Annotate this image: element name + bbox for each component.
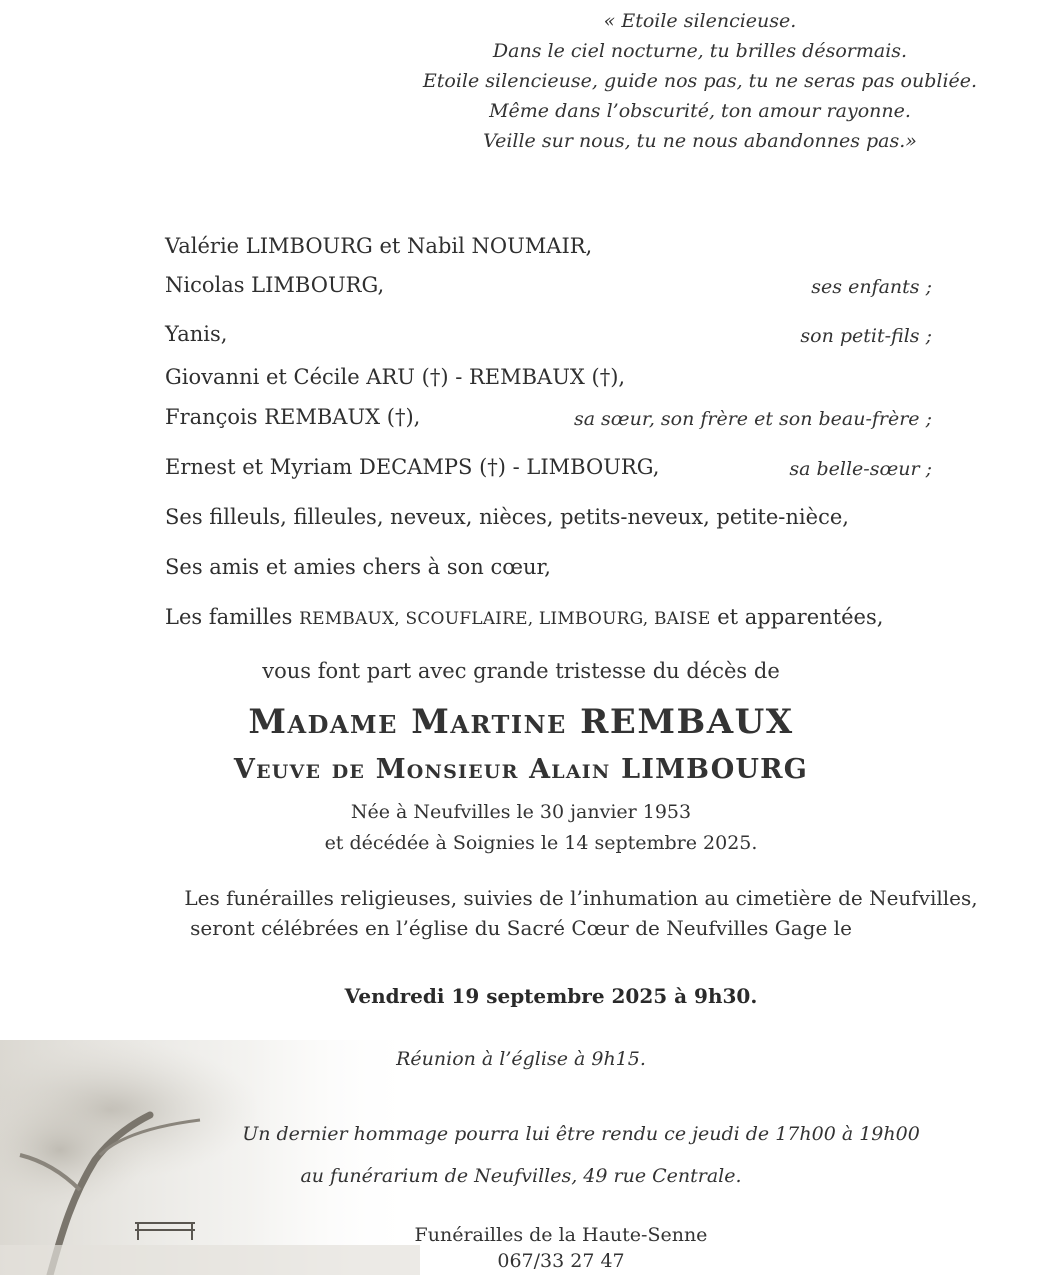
announcement-intro: vous font part avec grande tristesse du décès de: [262, 659, 780, 683]
family-siblings-2: François REMBAUX (†),: [165, 405, 421, 429]
poem-line: Etoile silencieuse, guide nos pas, tu ne seras pas oubliée.: [422, 70, 978, 92]
tribute-line-2: au funérarium de Neufvilles, 49 rue Centrale.: [300, 1165, 742, 1187]
family-godchildren: Ses filleuls, filleules, neveux, nièces, petits-neveux, petite-nièce,: [165, 505, 849, 529]
poem-line: Dans le ciel nocturne, tu brilles désormais.: [492, 40, 908, 62]
death-info: et décédée à Soignies le 14 septembre 2025.: [324, 832, 758, 854]
families-names: REMBAUX, SCOUFLAIRE, LIMBOURG, BAISE: [299, 609, 711, 629]
birth-info: Née à Neufvilles le 30 janvier 1953: [350, 801, 692, 823]
funeral-line-2: seront célébrées en l’église du Sacré Cœur de Neufvilles Gage le: [190, 916, 852, 940]
funeral-home-name: Funérailles de la Haute-Senne: [414, 1224, 708, 1246]
family-inlaw: Ernest et Myriam DECAMPS (†) - LIMBOURG,: [165, 455, 660, 479]
family-children-2: Nicolas LIMBOURG,: [165, 273, 385, 297]
funeral-date: Vendredi 19 septembre 2025 à 9h30.: [344, 984, 758, 1008]
widow-line: [0, 754, 1042, 785]
poem: [420, 6, 980, 156]
families-prefix: Les familles: [165, 605, 293, 629]
families-suffix: et apparentées,: [717, 605, 884, 629]
relation-children: ses enfants ;: [811, 276, 932, 298]
widow-surname: LIMBOURG: [621, 754, 809, 785]
poem-line: « Etoile silencieuse.: [603, 10, 797, 32]
family-friends: Ses amis et amies chers à son cœur,: [165, 555, 551, 579]
funeral-line-1: Les funérailles religieuses, suivies de l’inhumation au cimetière de Neufvilles,: [184, 886, 978, 910]
meeting-info: Réunion à l’église à 9h15.: [396, 1048, 646, 1070]
tribute-line-1: Un dernier hommage pourra lui être rendu ce jeudi de 17h00 à 19h00: [242, 1123, 920, 1145]
family-grandchild: Yanis,: [165, 322, 228, 346]
widow-title: Veuve de Monsieur Alain: [233, 754, 611, 785]
poem-line: Veille sur nous, tu ne nous abandonnes pas.»: [483, 130, 917, 152]
funeral-home-phone: 067/33 27 47: [497, 1250, 625, 1272]
family-siblings-1: Giovanni et Cécile ARU (†) - REMBAUX (†),: [165, 365, 626, 389]
family-families: [165, 605, 883, 629]
poem-line: Même dans l’obscurité, ton amour rayonne.: [489, 100, 911, 122]
deceased-surname: REMBAUX: [580, 702, 794, 742]
family-children-1: Valérie LIMBOURG et Nabil NOUMAIR,: [165, 234, 593, 258]
deceased-name: [0, 702, 1042, 742]
relation-inlaw: sa belle-sœur ;: [789, 458, 932, 480]
deceased-title: Madame Martine: [248, 702, 567, 742]
relation-grandchild: son petit-fils ;: [800, 325, 932, 347]
relation-siblings: sa sœur, son frère et son beau-frère ;: [573, 408, 932, 430]
